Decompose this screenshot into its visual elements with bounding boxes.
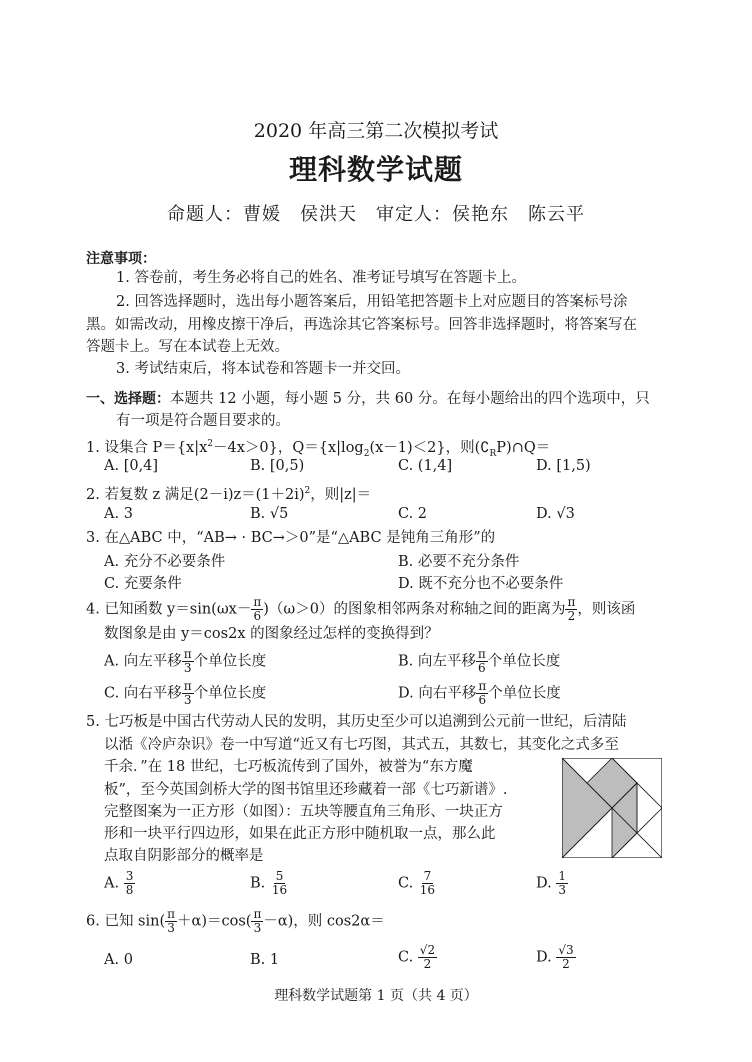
q2-option-d: D. √3: [536, 506, 575, 522]
subject-title: 理科数学试题: [288, 153, 463, 186]
section-intro-line2: 有一项是符合题目要求的。: [116, 413, 290, 429]
notice-item: 1. 答卷前，考生务必将自己的姓名、准考证号填写在答题卡上。: [116, 270, 526, 286]
q5-option-c: C. $\frac{7}{16}$: [398, 869, 436, 897]
q5-option-d: D. $\frac{1}{3}$: [536, 869, 566, 897]
fraction: $\frac{\pi}{2}$: [567, 595, 576, 623]
q1-option-c: C. (1,4]: [398, 458, 453, 474]
question-5-line: 完整图案为一正方形（如图）：五块等腰直角三角形、一块正方: [104, 804, 503, 820]
q4-option-d: D. 向右平移 $\frac{\pi}{6}$ 个单位长度: [398, 679, 561, 707]
q2-option-c: C. 2: [398, 506, 428, 522]
notice-heading: 注意事项：: [86, 251, 156, 267]
section-intro: 一、选择题：本题共 12 小题，每小题 5 分，共 60 分。在每小题给出的四个选项中，只: [86, 391, 650, 407]
q3-option-b: B. 必要不充分条件: [398, 554, 520, 570]
q5-option-a: A. $\frac{3}{8}$: [104, 869, 134, 897]
question-5-line: 以湉《冷庐杂识》卷一中写道“近又有七巧图，其式五，其数七，其变化之式多至: [104, 737, 619, 753]
notice-item: 3. 考试结束后，将本试卷和答题卡一并交回。: [116, 361, 410, 377]
fraction: $\frac{\pi}{6}$: [253, 595, 262, 623]
q4-option-b: B. 向左平移 $\frac{\pi}{6}$ 个单位长度: [398, 647, 561, 675]
question-6-stem: 6. 已知 sin( $\frac{\pi}{3}$ ＋α)＝cos( $\frac{\pi}{3}$ －α)，则 cos2α＝: [86, 907, 385, 935]
question-4-stem: 4. 已知函数 y＝sin(ωx－ $\frac{\pi}{6}$ )（ω＞0）的图象相邻两条对称轴之间的距离为 $\frac{\pi}{2}$ ，则该函: [86, 595, 636, 623]
q3-option-a: A. 充分不必要条件: [104, 554, 226, 570]
question-5-line: 板”，至今英国剑桥大学的图书馆里还珍藏着一部《七巧新谱》.: [104, 782, 508, 798]
tangram-figure: [562, 758, 662, 858]
q6-option-d: D. $\frac{√3}{2}$: [536, 943, 574, 971]
q6-option-b: B. 1: [250, 952, 280, 968]
q1-option-a: A. [0,4]: [104, 458, 159, 474]
section-heading: 一、选择题：: [86, 391, 170, 407]
notice-item: 答题卡上。写在本试卷上无效。: [86, 339, 289, 355]
question-2-stem: 2. 若复数 z 满足$(2-i)z=(1+2i)^2$，则|z|＝: [86, 486, 372, 503]
exam-title: 2020 年高三第二次模拟考试: [253, 120, 499, 142]
question-5-line: 5. 七巧板是中国古代劳动人民的发明，其历史至少可以追溯到公元前一世纪，后清陆: [86, 714, 627, 730]
q1-option-b: B. [0,5): [250, 458, 305, 474]
q6-option-a: A. 0: [104, 952, 133, 968]
q3-option-d: D. 既不充分也不必要条件: [398, 576, 564, 592]
q1-option-d: D. [1,5): [536, 458, 591, 474]
q4-option-c: C. 向右平移 $\frac{\pi}{3}$ 个单位长度: [104, 679, 267, 707]
notice-item: 黑。如需改动，用橡皮擦干净后，再选涂其它答案标号。回答非选择题时，将答案写在: [86, 317, 637, 333]
question-3-stem: 3. 在△ABC 中，“AB→ · BC→＞0”是“△ABC 是钝角三角形”的: [86, 530, 496, 546]
question-5-line: 点取自阴影部分的概率是: [104, 848, 264, 864]
authors-line: 命题人：曹媛 侯洪天 审定人：侯艳东 陈云平: [167, 204, 585, 225]
q5-option-b: B. $\frac{5}{16}$: [250, 869, 288, 897]
question-5-line: 形和一块平行四边形，如果在此正方形中随机取一点，那么此: [104, 826, 496, 842]
q3-option-c: C. 充要条件: [104, 576, 182, 592]
question-5-line: 千余．”在 18 世纪，七巧板流传到了国外，被誉为“东方魔: [104, 759, 473, 775]
page-footer: 理科数学试题第 1 页（共 4 页）: [274, 988, 478, 1004]
notice-item: 2. 回答选择题时，选出每小题答案后，用铅笔把答题卡上对应题目的答案标号涂: [116, 294, 628, 310]
q2-option-a: A. 3: [104, 506, 133, 522]
q4-option-a: A. 向左平移 $\frac{\pi}{3}$ 个单位长度: [104, 647, 267, 675]
q2-option-b: B. √5: [250, 506, 289, 522]
question-4-line2: 数图象是由 y＝cos2x 的图象经过怎样的变换得到？: [104, 626, 439, 642]
q6-option-c: C. $\frac{√2}{2}$: [398, 943, 436, 971]
question-1-stem: 1. 设集合 $P=\{x|x^2-4x>0\}$，$Q=\{x|\log_2(x-1)<2\}$，则$(∁_RP)\cap Q=$: [86, 439, 551, 459]
